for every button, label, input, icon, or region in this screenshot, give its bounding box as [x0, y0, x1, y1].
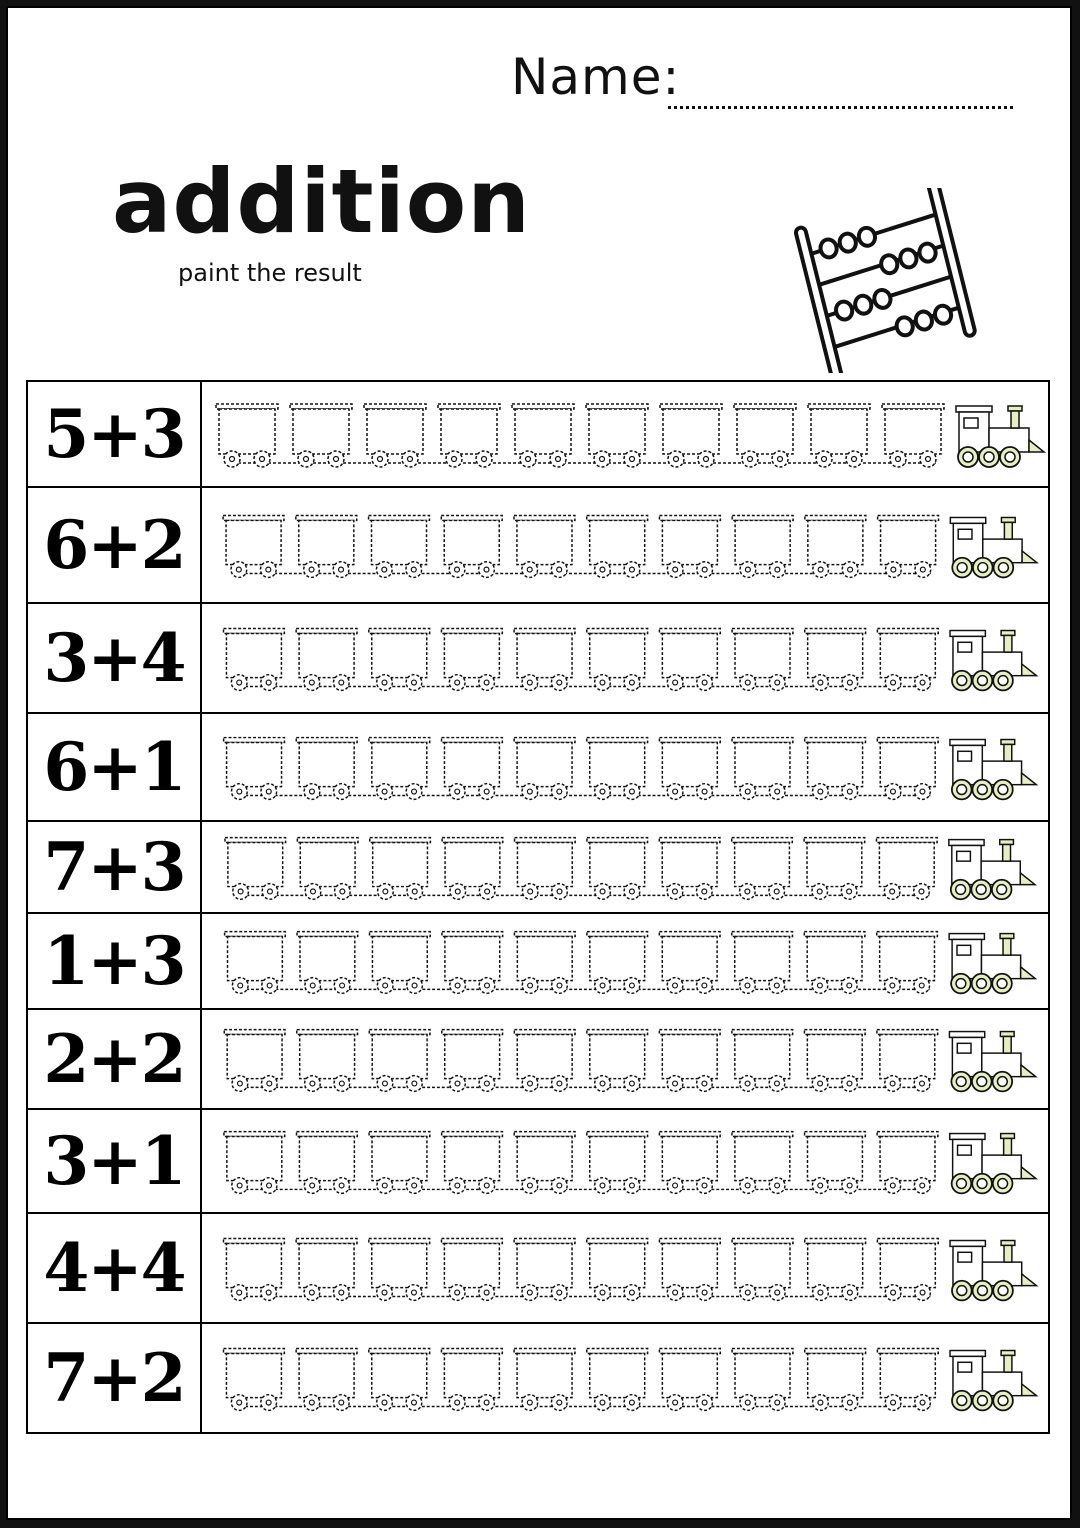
train-wagon-icon[interactable]	[587, 932, 648, 994]
train-wagon-icon[interactable]	[441, 1349, 502, 1411]
train-wagon-icon[interactable]	[216, 404, 278, 467]
train-engine-icon[interactable]	[950, 1351, 1036, 1411]
train-wagon-icon[interactable]	[442, 932, 503, 994]
train-wagon-icon[interactable]	[732, 516, 793, 578]
train-wagon-icon[interactable]	[514, 1030, 575, 1092]
problems-table	[26, 380, 1050, 1434]
addition-problem: 6+1	[28, 714, 202, 820]
train-engine-icon[interactable]	[956, 406, 1044, 467]
train-wagon-icon[interactable]	[369, 738, 430, 800]
addition-problem: 1+3	[28, 914, 202, 1008]
train-wagon-icon[interactable]	[296, 1239, 357, 1301]
train-engine-icon[interactable]	[949, 1032, 1035, 1092]
train-wagon-icon[interactable]	[805, 516, 866, 578]
train-wagon-icon[interactable]	[224, 1132, 285, 1194]
train-wagon-icon[interactable]	[587, 1030, 648, 1092]
problem-row	[28, 820, 1048, 912]
train-wagon-icon[interactable]	[876, 838, 937, 900]
worksheet-page	[6, 6, 1072, 1520]
train-wagon-icon[interactable]	[587, 516, 648, 578]
train-wagon-icon[interactable]	[877, 1349, 938, 1411]
problem-row	[28, 602, 1048, 712]
train-wagon-icon[interactable]	[732, 1349, 793, 1411]
train-wagon-icon[interactable]	[877, 932, 938, 994]
addition-problem: 4+4	[28, 1214, 202, 1322]
train-wagon-icon[interactable]	[514, 629, 575, 691]
problem-row	[28, 382, 1048, 486]
problem-row	[28, 1108, 1048, 1212]
train-engine-icon[interactable]	[950, 740, 1036, 800]
train-wagon-icon[interactable]	[587, 1349, 648, 1411]
train-wagon-icon[interactable]	[732, 1132, 793, 1194]
train	[208, 714, 1048, 820]
train-wagon-icon[interactable]	[587, 629, 648, 691]
worksheet-title: addition	[112, 150, 531, 253]
train-wagon-icon[interactable]	[808, 404, 870, 467]
train	[208, 382, 1048, 486]
addition-problem: 5+3	[28, 382, 202, 486]
train-wagon-icon[interactable]	[297, 1030, 358, 1092]
train-wagon-icon[interactable]	[296, 629, 357, 691]
train-wagon-icon[interactable]	[290, 404, 352, 467]
train-wagon-icon[interactable]	[587, 838, 648, 900]
train-wagon-icon[interactable]	[370, 838, 431, 900]
train	[208, 1214, 1048, 1322]
train	[208, 822, 1048, 912]
train-wagon-icon[interactable]	[297, 932, 358, 994]
problem-row	[28, 712, 1048, 820]
train-wagon-icon[interactable]	[223, 1239, 284, 1301]
train-wagon-icon[interactable]	[659, 1239, 720, 1301]
train-wagon-icon[interactable]	[514, 1349, 575, 1411]
train-wagon-icon[interactable]	[369, 1030, 430, 1092]
train-wagon-icon[interactable]	[587, 738, 648, 800]
train-wagon-icon[interactable]	[805, 738, 866, 800]
train	[208, 914, 1048, 1008]
train-wagon-icon[interactable]	[882, 404, 944, 467]
train-engine-icon[interactable]	[950, 1134, 1036, 1194]
train-wagon-icon[interactable]	[659, 838, 720, 900]
train-wagon-icon[interactable]	[804, 932, 865, 994]
train-wagon-icon[interactable]	[442, 1030, 503, 1092]
problem-row	[28, 1212, 1048, 1322]
train-wagon-icon[interactable]	[370, 932, 431, 994]
train-wagon-icon[interactable]	[224, 1030, 285, 1092]
train-wagon-icon[interactable]	[732, 629, 793, 691]
train-wagon-icon[interactable]	[877, 1030, 938, 1092]
train-wagon-icon[interactable]	[732, 738, 793, 800]
train-wagon-icon[interactable]	[805, 1132, 866, 1194]
train-engine-icon[interactable]	[950, 517, 1036, 577]
train-wagon-icon[interactable]	[438, 404, 500, 467]
train-wagon-icon[interactable]	[805, 629, 866, 691]
train-wagon-icon[interactable]	[369, 1132, 430, 1194]
train-wagon-icon[interactable]	[734, 404, 796, 467]
train-wagon-icon[interactable]	[297, 1132, 358, 1194]
train-wagon-icon[interactable]	[296, 738, 357, 800]
train-wagon-icon[interactable]	[225, 932, 286, 994]
train-wagon-icon[interactable]	[659, 1132, 720, 1194]
train-wagon-icon[interactable]	[223, 516, 284, 578]
train	[208, 1010, 1048, 1108]
train-wagon-icon[interactable]	[804, 838, 865, 900]
train-wagon-icon[interactable]	[877, 1239, 938, 1301]
addition-problem: 7+3	[28, 822, 202, 912]
train-wagon-icon[interactable]	[659, 629, 720, 691]
train	[208, 604, 1048, 712]
train-wagon-icon[interactable]	[442, 1132, 503, 1194]
train-wagon-icon[interactable]	[296, 1349, 357, 1411]
train-wagon-icon[interactable]	[805, 1349, 866, 1411]
train-wagon-icon[interactable]	[514, 1239, 575, 1301]
train-wagon-icon[interactable]	[369, 629, 430, 691]
train-wagon-icon[interactable]	[369, 516, 430, 578]
train-wagon-icon[interactable]	[512, 404, 574, 467]
train-wagon-icon[interactable]	[805, 1239, 866, 1301]
addition-problem: 3+1	[28, 1110, 202, 1212]
train-wagon-icon[interactable]	[660, 404, 722, 467]
train-wagon-icon[interactable]	[441, 629, 502, 691]
addition-problem: 2+2	[28, 1010, 202, 1108]
train-wagon-icon[interactable]	[659, 1349, 720, 1411]
train-wagon-icon[interactable]	[659, 1030, 720, 1092]
train-wagon-icon[interactable]	[364, 404, 426, 467]
train-engine-icon[interactable]	[949, 840, 1035, 900]
train-wagon-icon[interactable]	[515, 838, 576, 900]
worksheet-subtitle: paint the result	[178, 259, 362, 287]
train-wagon-icon[interactable]	[586, 404, 648, 467]
train-wagon-icon[interactable]	[224, 738, 285, 800]
addition-problem: 6+2	[28, 488, 202, 602]
train-wagon-icon[interactable]	[297, 838, 358, 900]
train-wagon-icon[interactable]	[514, 516, 575, 578]
train-engine-icon[interactable]	[950, 631, 1036, 691]
train-wagon-icon[interactable]	[732, 1239, 793, 1301]
train-wagon-icon[interactable]	[659, 516, 720, 578]
train-wagon-icon[interactable]	[804, 1030, 865, 1092]
addition-problem: 7+2	[28, 1324, 202, 1432]
train	[208, 1110, 1048, 1212]
train-wagon-icon[interactable]	[587, 1239, 648, 1301]
train-wagon-icon[interactable]	[732, 1030, 793, 1092]
train-wagon-icon[interactable]	[441, 1239, 502, 1301]
train	[208, 1324, 1048, 1432]
train-wagon-icon[interactable]	[587, 1132, 648, 1194]
train-wagon-icon[interactable]	[223, 629, 284, 691]
train-wagon-icon[interactable]	[369, 1239, 430, 1301]
train-wagon-icon[interactable]	[732, 932, 793, 994]
problem-row	[28, 1322, 1048, 1432]
train-wagon-icon[interactable]	[514, 738, 575, 800]
train-wagon-icon[interactable]	[441, 516, 502, 578]
train-wagon-icon[interactable]	[659, 932, 720, 994]
train-wagon-icon[interactable]	[442, 738, 503, 800]
train-wagon-icon[interactable]	[877, 629, 938, 691]
problem-row	[28, 486, 1048, 602]
abacus-icon	[788, 188, 988, 373]
train-wagon-icon[interactable]	[442, 838, 503, 900]
train-wagon-icon[interactable]	[659, 738, 720, 800]
train-wagon-icon[interactable]	[514, 1132, 575, 1194]
train-engine-icon[interactable]	[949, 934, 1035, 994]
name-field[interactable]	[668, 106, 1013, 109]
train-wagon-icon[interactable]	[225, 838, 286, 900]
train-wagon-icon[interactable]	[296, 516, 357, 578]
train-wagon-icon[interactable]	[878, 516, 939, 578]
train-wagon-icon[interactable]	[514, 932, 575, 994]
problem-row	[28, 1008, 1048, 1108]
train-engine-icon[interactable]	[950, 1241, 1036, 1301]
name-label: Name:	[511, 48, 681, 106]
train-wagon-icon[interactable]	[223, 1349, 284, 1411]
problem-row	[28, 912, 1048, 1008]
addition-problem: 3+4	[28, 604, 202, 712]
train-wagon-icon[interactable]	[732, 838, 793, 900]
train-wagon-icon[interactable]	[877, 738, 938, 800]
train-wagon-icon[interactable]	[877, 1132, 938, 1194]
train	[208, 488, 1048, 602]
train-wagon-icon[interactable]	[369, 1349, 430, 1411]
